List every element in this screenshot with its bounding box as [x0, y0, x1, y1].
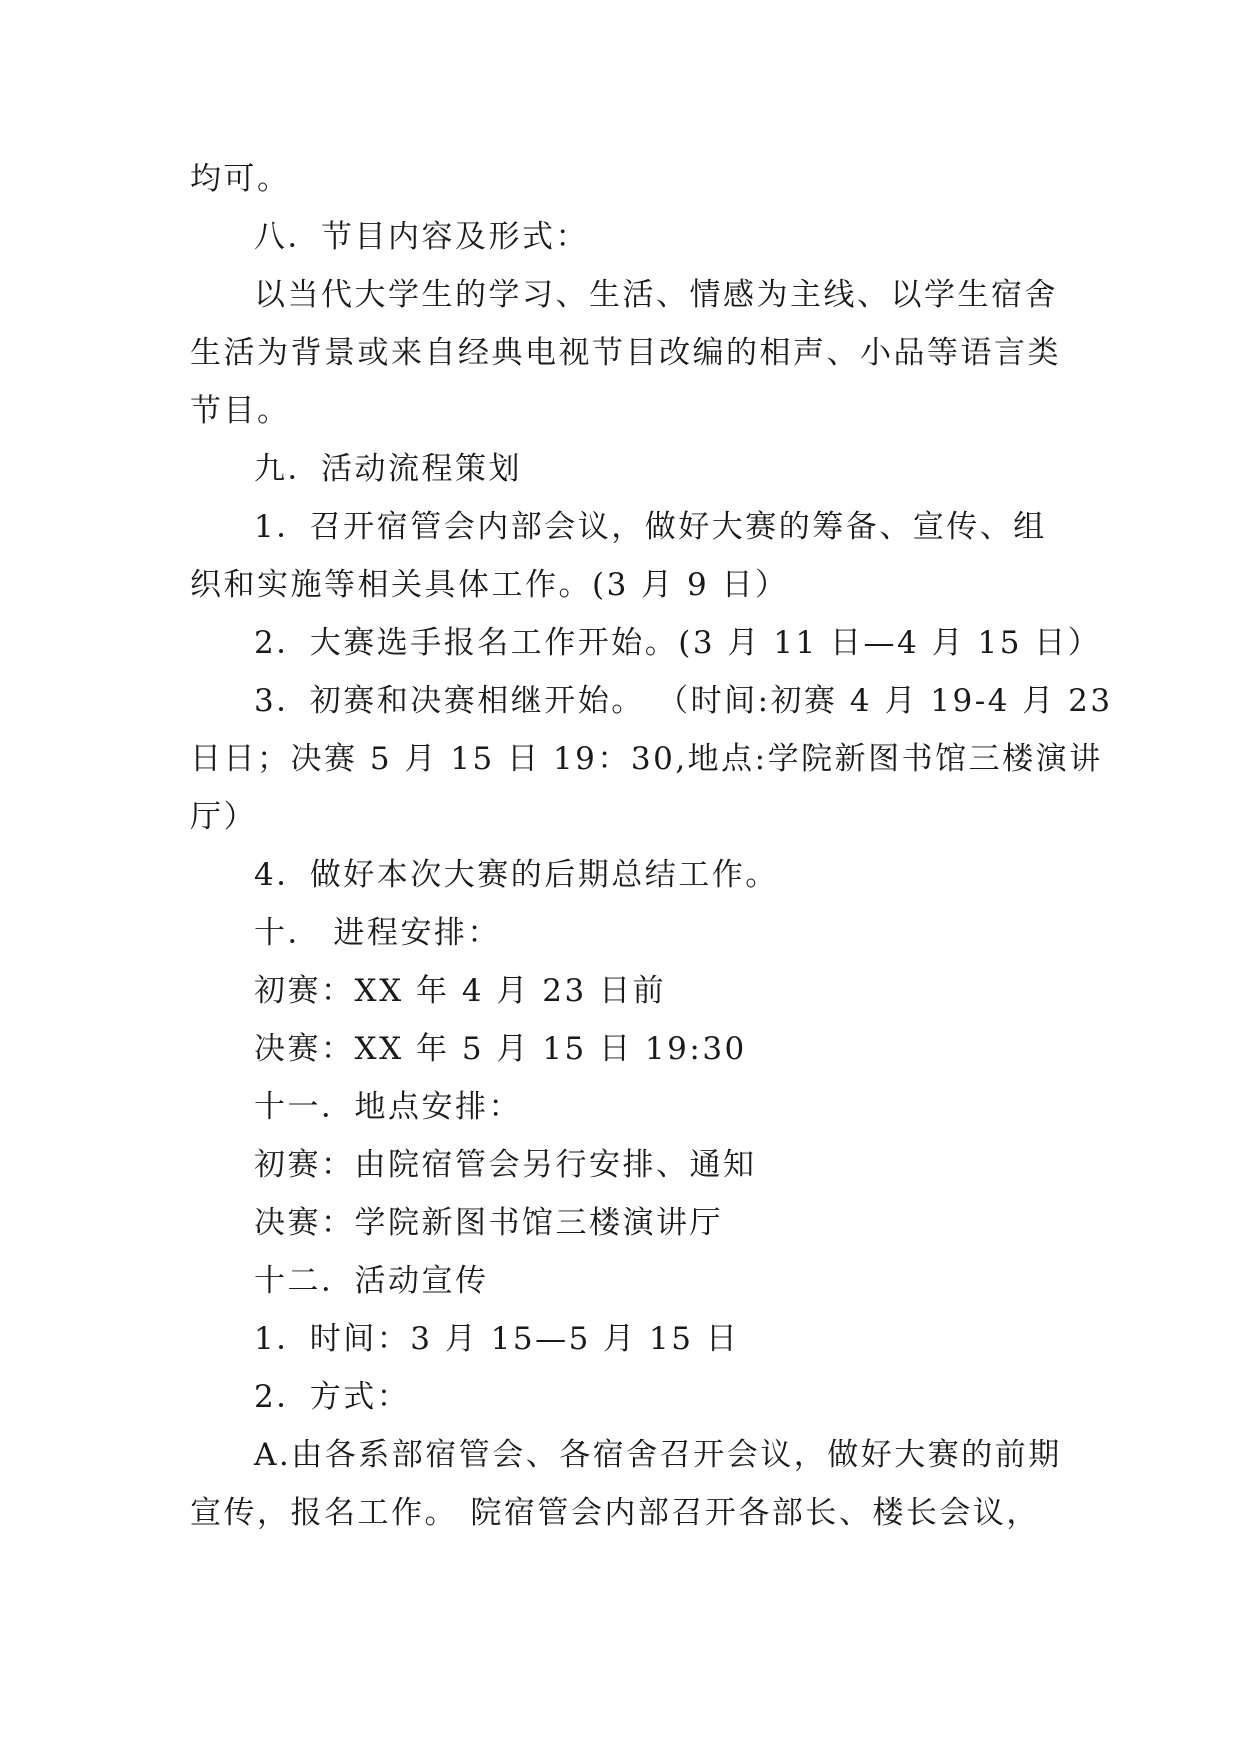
document-line: A.由各系部宿管会、各宿舍召开会议，做好大赛的前期	[254, 1437, 1062, 1473]
document-line: 3．初赛和决赛相继开始。 （时间:初赛 4 月 19-4 月 23	[254, 683, 1113, 719]
document-line: 决赛：学院新图书馆三楼演讲厅	[254, 1205, 723, 1241]
document-line: 节目。	[190, 393, 291, 429]
document-line: 日日；决赛 5 月 15 日 19：30,地点:学院新图书馆三楼演讲	[190, 741, 1103, 777]
document-line: 2．大赛选手报名工作开始。(3 月 11 日—4 月 15 日）	[254, 625, 1102, 661]
document-line: 织和实施等相关具体工作。(3 月 9 日）	[190, 567, 789, 603]
document-line: 初赛：由院宿管会另行安排、通知	[254, 1147, 757, 1183]
document-line: 八．节目内容及形式：	[254, 219, 589, 255]
document-line: 生活为背景或来自经典电视节目改编的相声、小品等语言类	[190, 335, 1061, 371]
document-line: 以当代大学生的学习、生活、情感为主线、以学生宿舍	[254, 277, 1058, 313]
document-line: 初赛：XX 年 4 月 23 日前	[254, 973, 667, 1009]
document-line: 1．时间：3 月 15—5 月 15 日	[254, 1321, 740, 1357]
document-line: 十． 进程安排：	[254, 915, 501, 951]
document-line: 均可。	[190, 161, 291, 197]
document-line: 4．做好本次大赛的后期总结工作。	[254, 857, 779, 893]
document-line: 十一．地点安排：	[254, 1089, 522, 1125]
document-line: 1．召开宿管会内部会议，做好大赛的筹备、宣传、组	[254, 509, 1047, 545]
document-line: 厅）	[190, 799, 257, 835]
document-line: 决赛：XX 年 5 月 15 日 19:30	[254, 1031, 747, 1067]
document-line: 九．活动流程策划	[254, 451, 522, 487]
document-line: 十二．活动宣传	[254, 1263, 489, 1299]
document-body	[190, 150, 1113, 1542]
document-line: 2．方式：	[254, 1379, 411, 1415]
document-line: 宣传，报名工作。 院宿管会内部召开各部长、楼长会议，	[190, 1495, 1040, 1531]
